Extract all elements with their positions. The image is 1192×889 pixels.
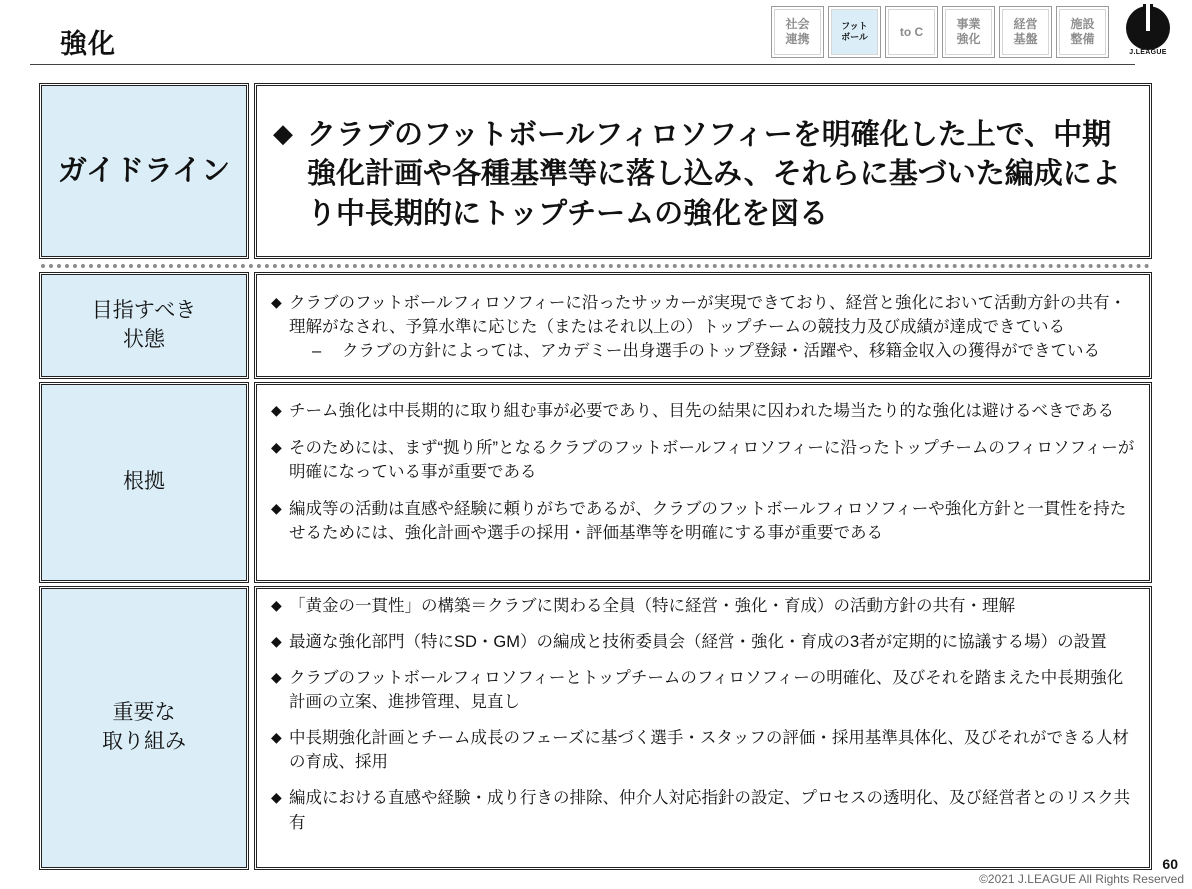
- logo-text: J.LEAGUE: [1129, 49, 1167, 56]
- aim-content: [256, 274, 1150, 377]
- dotted-divider: [41, 264, 1150, 268]
- page-title: 強化: [60, 29, 116, 59]
- bullet-text: クラブのフットボールフィロソフィーに沿ったサッカーが実現できており、経営と強化において活動方針の共有・理解がなされ、予算水準に応じた（またはそれ以上の）トップチームの競技力及び成績が達成できている: [289, 294, 1127, 337]
- bullet-text: 最適な強化部門（特にSD・GM）の編成と技術委員会（経営・強化・育成の3者が定期的に協議する場）の設置: [289, 633, 1107, 652]
- sub-text: クラブの方針によっては、アカデミー出身選手のトップ登録・活躍や、移籍金収入の獲得ができている: [342, 342, 1101, 361]
- diamond-icon: ◆: [271, 729, 282, 746]
- aim-label: 目指すべき 状態: [41, 274, 247, 377]
- bullet-text: クラブのフットボールフィロソフィーとトップチームのフィロソフィーの明確化、及びそれを踏まえた中長期強化計画の立案、進捗管理、見直し: [289, 669, 1124, 712]
- list-item: [257, 399, 1137, 423]
- sub-item: [257, 339, 1137, 363]
- list-item: [257, 666, 1137, 714]
- tab-management[interactable]: 経営 基盤: [999, 6, 1052, 58]
- diamond-icon: ◆: [271, 669, 282, 686]
- list-item: [257, 291, 1137, 339]
- bullet-text: 中長期強化計画とチーム成長のフェーズに基づく選手・スタッフの評価・採用基準具体化、及びそれができる人材の育成、採用: [289, 729, 1129, 772]
- category-tabs: [771, 6, 1109, 58]
- diamond-icon: ◆: [271, 789, 282, 806]
- list-item: [257, 497, 1137, 545]
- title-divider: [30, 64, 1135, 65]
- diamond-icon: ◆: [271, 439, 282, 456]
- diamond-icon: ◆: [271, 402, 282, 418]
- efforts-content: [256, 588, 1150, 868]
- jleague-logo: [1120, 4, 1176, 60]
- tab-facilities[interactable]: 施設 整備: [1056, 6, 1109, 58]
- guideline-text: クラブのフットボールフィロソフィーを明確化した上で、中期強化計画や各種基準等に落し込み、それらに基づいた編成により中長期的にトップチームの強化を図る: [307, 119, 1121, 230]
- basis-content: [256, 384, 1150, 581]
- tab-business[interactable]: 事業 強化: [942, 6, 995, 58]
- bullet-text: 「黄金の一貫性」の構築＝クラブに関わる全員（特に経営・強化・育成）の活動方針の共有・理解: [289, 597, 1015, 615]
- diamond-icon: ◆: [271, 294, 282, 310]
- logo-j-icon: [1143, 4, 1153, 34]
- tab-to-c[interactable]: to C: [885, 6, 938, 58]
- bullet-text: チーム強化は中長期的に取り組む事が必要であり、目先の結果に囚われた場当たり的な強化は避けるべきである: [289, 402, 1114, 420]
- list-item: [257, 786, 1137, 834]
- bullet-text: 編成等の活動は直感や経験に頼りがちであるが、クラブのフットボールフィロソフィーや強化方針と一貫性を持たせるためには、強化計画や選手の採用・評価基準等を明確にする事が重要である: [289, 500, 1127, 543]
- diamond-icon: ◆: [271, 597, 282, 613]
- list-item: [257, 630, 1137, 654]
- list-item: [257, 436, 1137, 484]
- diamond-icon: ◆: [271, 500, 282, 517]
- guideline-label: ガイドライン: [41, 85, 247, 257]
- dash-icon: –: [312, 342, 322, 361]
- page-number: 60: [1162, 856, 1178, 872]
- basis-label: 根拠: [41, 384, 247, 581]
- tab-football[interactable]: フット ボール: [828, 6, 881, 58]
- efforts-label: 重要な 取り組み: [41, 588, 247, 868]
- diamond-icon: ◆: [271, 633, 282, 650]
- list-item: [257, 726, 1137, 774]
- copyright: ©2021 J.LEAGUE All Rights Reserved: [979, 872, 1184, 886]
- guideline-content: [256, 85, 1150, 257]
- bullet-text: そのためには、まず“拠り所”となるクラブのフットボールフィロソフィーに沿ったトップチームのフィロソフィーが明確になっている事が重要である: [289, 439, 1135, 482]
- tab-social[interactable]: 社会 連携: [771, 6, 824, 58]
- list-item: [257, 594, 1137, 618]
- bullet-text: 編成における直感や経験・成り行きの排除、仲介人対応指針の設定、プロセスの透明化、及び経営者とのリスク共有: [289, 789, 1131, 832]
- diamond-icon: ◆: [273, 118, 293, 148]
